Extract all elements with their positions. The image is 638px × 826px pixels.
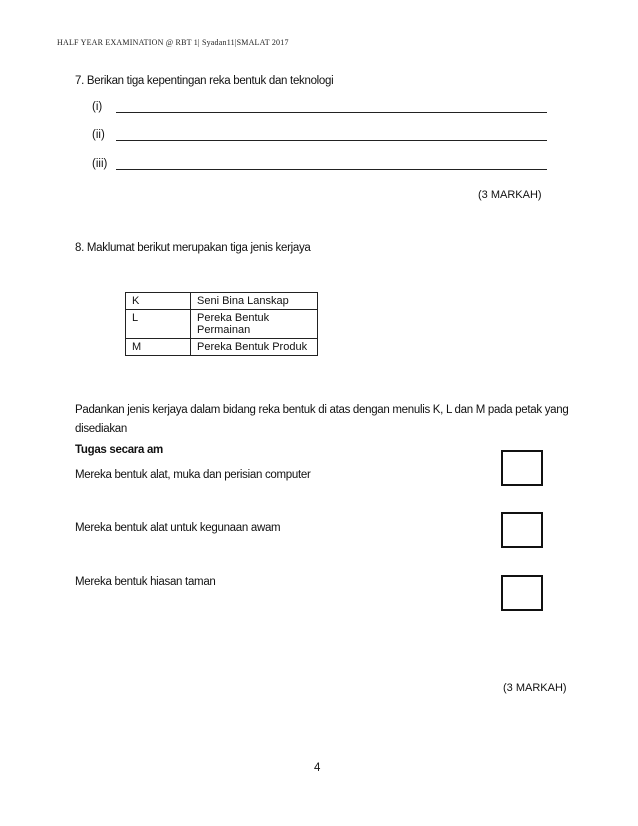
table-row — [126, 339, 318, 356]
answer-rule — [116, 131, 547, 141]
answer-rule — [116, 103, 547, 113]
table-row — [126, 293, 318, 310]
career-table — [125, 292, 318, 356]
answer-label-iii: (iii) — [92, 158, 108, 170]
answer-label-i: (i) — [92, 101, 103, 113]
career-name: Seni Bina Lanskap — [191, 293, 318, 310]
answer-label-ii: (ii) — [92, 129, 105, 141]
answer-box-3[interactable] — [501, 575, 543, 611]
task-item-3: Mereka bentuk hiasan taman — [75, 576, 216, 588]
career-name: Pereka Bentuk Produk — [191, 339, 318, 356]
answer-line-iii[interactable] — [92, 158, 547, 170]
answer-line-i[interactable] — [92, 101, 547, 113]
career-code: K — [126, 293, 191, 310]
question-8-marks: (3 MARKAH) — [503, 682, 567, 694]
question-8-instruction: Padankan jenis kerjaya dalam bidang reka bentuk di atas dengan menulis K, L dan M pada petak yang disediakan — [75, 404, 569, 435]
career-code: L — [126, 310, 191, 339]
task-item-2: Mereka bentuk alat untuk kegunaan awam — [75, 522, 281, 534]
question-8-prompt: 8. Maklumat berikut merupakan tiga jenis kerjaya — [75, 242, 311, 254]
tasks-heading: Tugas secara am — [75, 444, 163, 456]
career-code: M — [126, 339, 191, 356]
page-number: 4 — [314, 762, 321, 774]
task-item-1: Mereka bentuk alat, muka dan perisian computer — [75, 469, 311, 481]
career-name: Pereka Bentuk Permainan — [191, 310, 318, 339]
answer-rule — [116, 160, 547, 170]
answer-box-1[interactable] — [501, 450, 543, 486]
answer-box-2[interactable] — [501, 512, 543, 548]
table-row — [126, 310, 318, 339]
exam-header: HALF YEAR EXAMINATION @ RBT 1| Syadan11|SMALAT 2017 — [57, 38, 289, 47]
question-7-prompt: 7. Berikan tiga kepentingan reka bentuk dan teknologi — [75, 75, 334, 87]
question-7-marks: (3 MARKAH) — [478, 189, 542, 201]
answer-line-ii[interactable] — [92, 129, 547, 141]
